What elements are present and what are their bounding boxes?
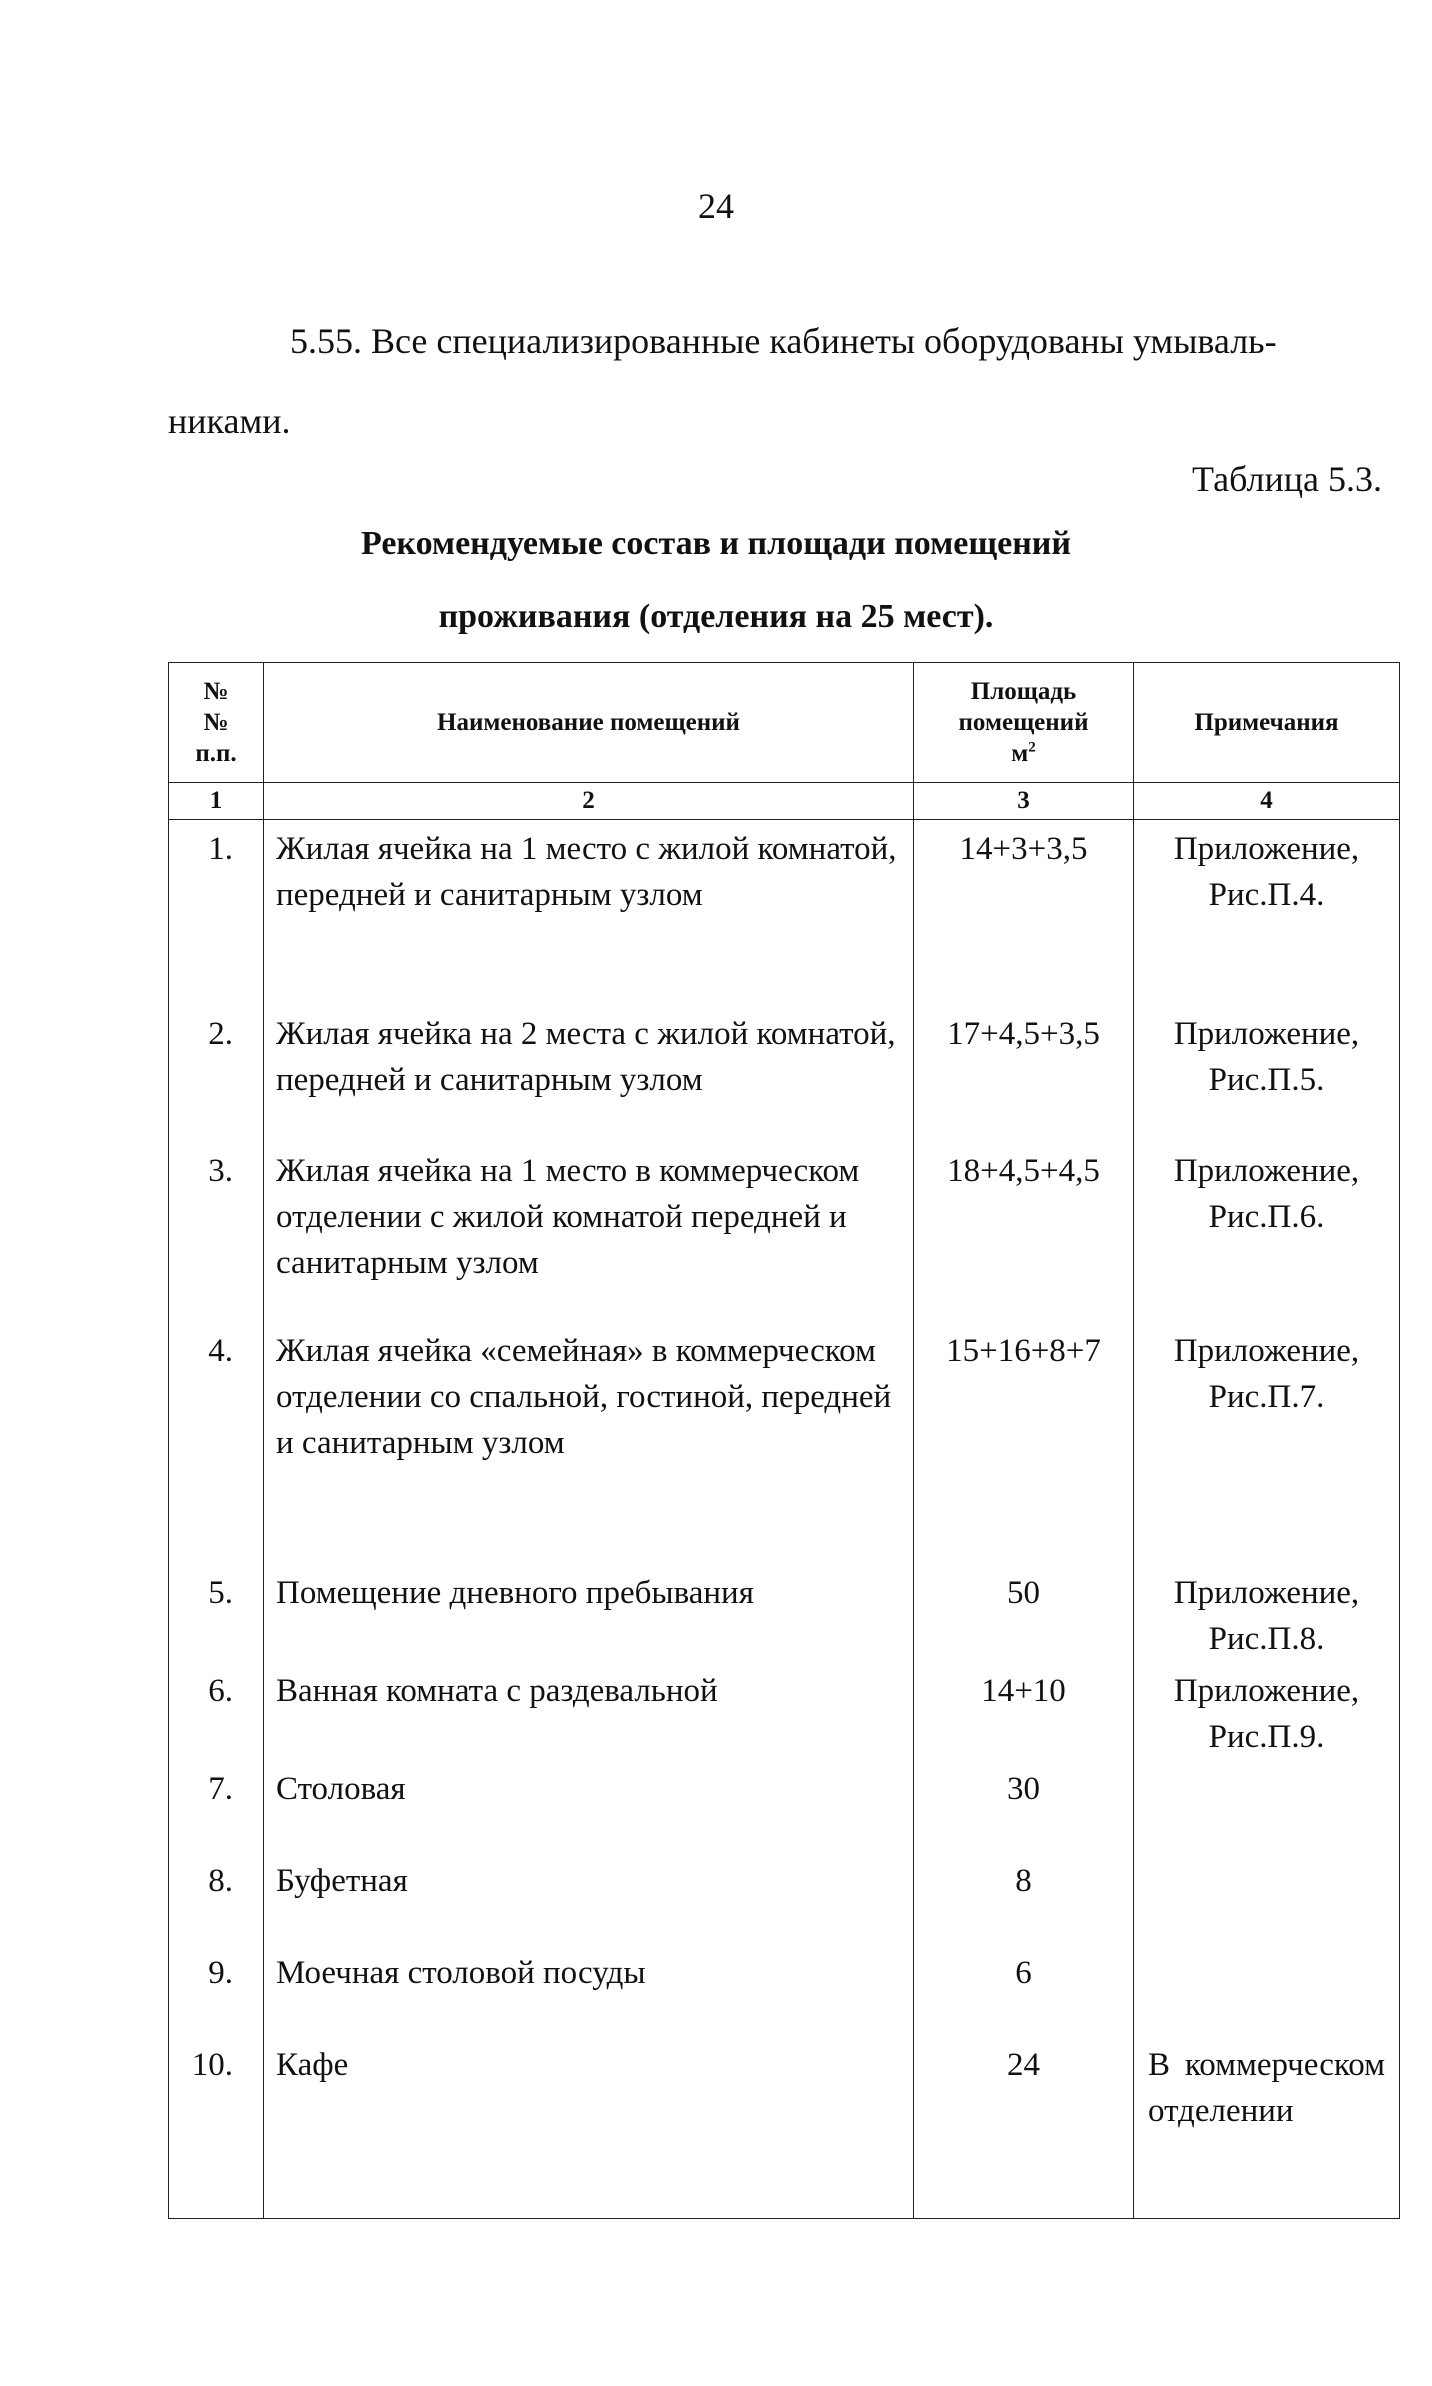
- room-area: 14+3+3,5: [914, 820, 1134, 1005]
- room-name: Столовая: [264, 1760, 914, 1852]
- row-number: 1.: [169, 820, 264, 1005]
- room-area: 14+10: [914, 1662, 1134, 1760]
- table-row: [169, 1852, 1400, 1944]
- table-title-line-1: Рекомендуемые состав и площади помещений: [361, 525, 1071, 562]
- room-note: Приложение, Рис.П.4.: [1134, 820, 1400, 1005]
- paragraph-line-2: никами.: [168, 401, 291, 441]
- table-row: [169, 1142, 1400, 1322]
- room-name: Жилая ячейка на 1 место с жилой комнатой, передней и санитарным узлом: [264, 820, 914, 1005]
- room-area: 15+16+8+7: [914, 1322, 1134, 1564]
- row-number: 8.: [169, 1852, 264, 1944]
- room-name: Моечная столовой посуды: [264, 1944, 914, 2036]
- table-row: [169, 2036, 1400, 2219]
- column-number: 3: [914, 783, 1134, 820]
- row-number: 3.: [169, 1142, 264, 1322]
- room-note: Приложение, Рис.П.9.: [1134, 1662, 1400, 1760]
- room-area: 30: [914, 1760, 1134, 1852]
- room-area: 18+4,5+4,5: [914, 1142, 1134, 1322]
- row-number: 6.: [169, 1662, 264, 1760]
- room-note: Приложение, Рис.П.7.: [1134, 1322, 1400, 1564]
- room-name: Ванная комната с раздевальной: [264, 1662, 914, 1760]
- room-name: Жилая ячейка на 2 места с жилой комнатой, передней и санитарным узлом: [264, 1005, 914, 1142]
- room-note: [1134, 1760, 1400, 1852]
- header-room-name: Наименование помещений: [264, 663, 914, 783]
- room-area: 17+4,5+3,5: [914, 1005, 1134, 1142]
- room-note: [1134, 1944, 1400, 2036]
- header-area: Площадь помещений $м^2$: [914, 663, 1134, 783]
- column-number: 2: [264, 783, 914, 820]
- row-number: 5.: [169, 1564, 264, 1662]
- column-number: 1: [169, 783, 264, 820]
- table-caption: Таблица 5.3.: [1192, 459, 1382, 499]
- table-row: [169, 1322, 1400, 1564]
- table-title-line-2: проживания (отделения на 25 мест).: [438, 598, 994, 635]
- room-area: 24: [914, 2036, 1134, 2219]
- room-note: [1134, 1852, 1400, 1944]
- table-row: [169, 1760, 1400, 1852]
- row-number: 7.: [169, 1760, 264, 1852]
- table-row: [169, 1944, 1400, 2036]
- room-area: 50: [914, 1564, 1134, 1662]
- header-notes: Примечания: [1134, 663, 1400, 783]
- row-number: 4.: [169, 1322, 264, 1564]
- table-row: [169, 1564, 1400, 1662]
- row-number: 10.: [169, 2036, 264, 2219]
- table-row: [169, 1005, 1400, 1142]
- room-note: Приложение, Рис.П.6.: [1134, 1142, 1400, 1322]
- room-name: Кафе: [264, 2036, 914, 2219]
- room-name: Жилая ячейка на 1 место в коммерческом отделении с жилой комнатой передней и санитарным узлом: [264, 1142, 914, 1322]
- room-note: В коммерческом отделении: [1134, 2036, 1400, 2219]
- column-number-row: [169, 783, 1400, 820]
- row-number: 2.: [169, 1005, 264, 1142]
- header-number: № № п.п.: [169, 663, 264, 783]
- room-area: 8: [914, 1852, 1134, 1944]
- table-row: [169, 820, 1400, 1005]
- room-note: Приложение, Рис.П.8.: [1134, 1564, 1400, 1662]
- rooms-table: [168, 662, 1400, 2219]
- table-header-row: [169, 663, 1400, 783]
- room-note: Приложение, Рис.П.5.: [1134, 1005, 1400, 1142]
- page-number: 24: [698, 186, 734, 226]
- paragraph-line-1: 5.55. Все специализированные кабинеты оборудованы умываль-: [290, 321, 1277, 361]
- room-name: Буфетная: [264, 1852, 914, 1944]
- room-area: 6: [914, 1944, 1134, 2036]
- row-number: 9.: [169, 1944, 264, 2036]
- room-name: Жилая ячейка «семейная» в коммерческом отделении со спальной, гостиной, передней и санитарным узлом: [264, 1322, 914, 1564]
- room-name: Помещение дневного пребывания: [264, 1564, 914, 1662]
- column-number: 4: [1134, 783, 1400, 820]
- table-row: [169, 1662, 1400, 1760]
